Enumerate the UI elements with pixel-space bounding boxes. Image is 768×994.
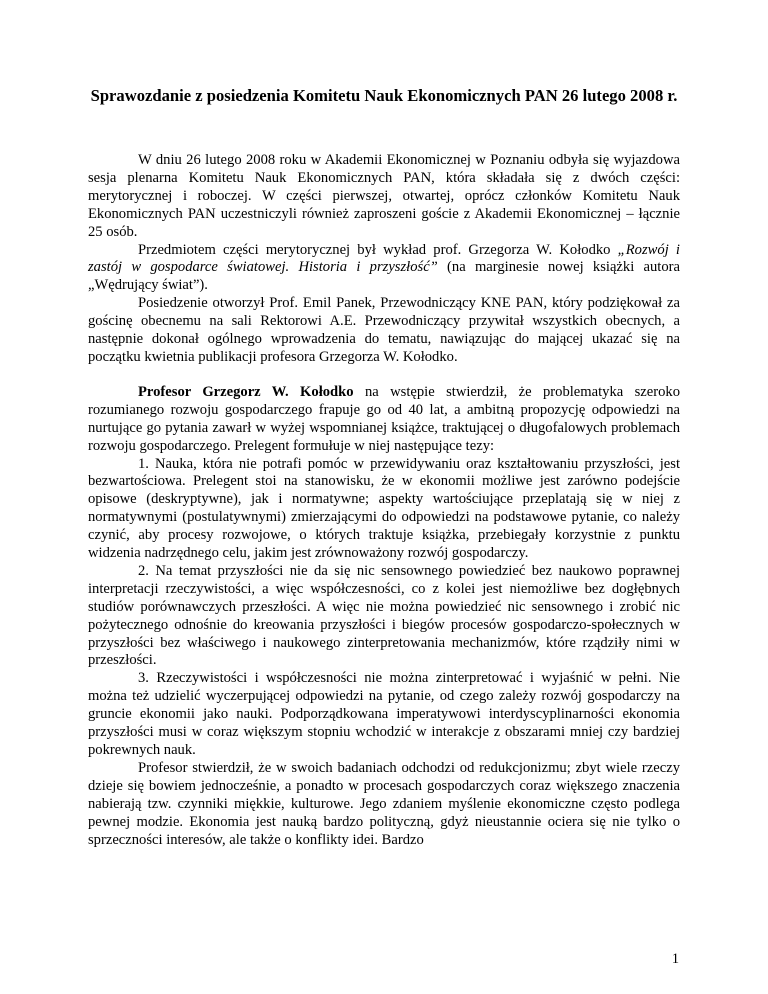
speaker-intro-text: na wstępie stwierdził, że problematyka szeroko rozumianego rozwoju gospodarczego frapuje go od 40 lat, a ambitną propozycję odpowiedzi na nurtujące go pytania zawarł w wyżej wspomnianej książce, traktującej o długofalowych problemach rozwoju gospodarczego. Prelegent formułuje w niej następujące tezy: bbox=[88, 383, 680, 454]
lecture-subject-text: Przedmiotem części merytorycznej był wykład prof. Grzegorza W. Kołodko bbox=[138, 241, 618, 258]
paragraph-speaker-intro bbox=[88, 384, 680, 456]
lecture-subject-note: (na marginesie nowej książki autora „Wędrujący świat”). bbox=[88, 259, 680, 294]
paragraph-session-intro: W dniu 26 lutego 2008 roku w Akademii Ekonomicznej w Poznaniu odbyła się wyjazdowa sesja plenarna Komitetu Nauk Ekonomicznych PAN, która składała się z dwóch części: merytorycznej i roboczej. W części pierwszej, otwartej, oprócz członków Komitetu Nauk Ekonomicznych PAN uczestniczyli również zaproszeni goście z Akademii Ekonomicznej – łącznie 25 osób. bbox=[88, 152, 680, 240]
paragraph-lecture-subject bbox=[88, 242, 680, 296]
paragraph-opening: Posiedzenie otworzył Prof. Emil Panek, Przewodniczący KNE PAN, który podziękował za gościnę obecnemu na sali Rektorowi A.E. Przewodniczący przywitał wszystkich obecnych, a następnie dokonał ogólnego wprowadzenia do tematu, nawiązując do mającej ukazać się na początku kwietnia publikacji profesora Grzegorza W. Kołodko. bbox=[88, 295, 680, 365]
thesis-1: 1. Nauka, która nie potrafi pomóc w przewidywaniu oraz kształtowaniu przyszłości, jest bezwartościowa. Prelegent stoi na stanowisku, że w ekonomii możliwe jest zarówno podejście opisowe (deskryptywne), jak i normatywne; aspekty wartościujące przeplatają się w niej z normatywnymi (postulatywnymi) zmierzającymi do odpowiedzi na podstawowe pytanie, co należy czynić, aby procesy rozwojowe, o których traktuje książka, przebiegały korzystnie z punktu widzenia nadrzędnego celu, jakim jest zrównoważony rozwój gospodarczy. bbox=[88, 455, 680, 562]
lecture-title: „Rozwój i zastój w gospodarce światowej. Historia i przyszłość” bbox=[88, 241, 680, 276]
paragraph-reductionism: Profesor stwierdził, że w swoich badaniach odchodzi od redukcjonizmu; zbyt wiele rzeczy dzieje się bowiem jednocześnie, a ponadto w procesach gospodarczych coraz większego znaczenia nabierają tzw. czynniki miękkie, kulturowe. Jego zdaniem myślenie ekonomiczne często podlega pewnej modzie. Ekonomia jest nauką bardzo polityczną, gdyż nieustannie ociera się nie tylko o sprzeczności interesów, ale także o konflikty idei. Bardzo bbox=[88, 759, 680, 848]
document-title: Sprawozdanie z posiedzenia Komitetu Nauk Ekonomicznych PAN 26 lutego 2008 r. bbox=[90, 86, 678, 105]
speaker-name: Profesor Grzegorz W. Kołodko bbox=[138, 383, 354, 400]
page-number: 1 bbox=[671, 951, 679, 967]
thesis-3: 3. Rzeczywistości i współczesności nie można zinterpretować i wyjaśnić w pełni. Nie można też udzielić wyczerpującej odpowiedzi na pytanie, od czego zależy rozwój gospodarczy na gruncie ekonomii jako nauki. Podporządkowana imperatywowi interdyscyplinarności ekonomia przyszłości musi w coraz większym stopniu wchodzić w interakcje z obszarami mniej czy bardziej pokrewnych nauk. bbox=[88, 670, 680, 758]
thesis-2: 2. Na temat przyszłości nie da się nic sensownego powiedzieć bez naukowo poprawnej interpretacji rzeczywistości, a więc współczesności, co z kolei jest niemożliwe bez dogłębnych studiów porównawczych przeszłości. A więc nie można powiedzieć nic sensownego i zrobić nic pożytecznego odnośnie do kreowania przyszłości i biegów procesów gospodarczo-społecznych w przyszłości bez właściwego i naukowego zinterpretowania mechanizmów, które rządziły nimi w przeszłości. bbox=[88, 562, 680, 669]
